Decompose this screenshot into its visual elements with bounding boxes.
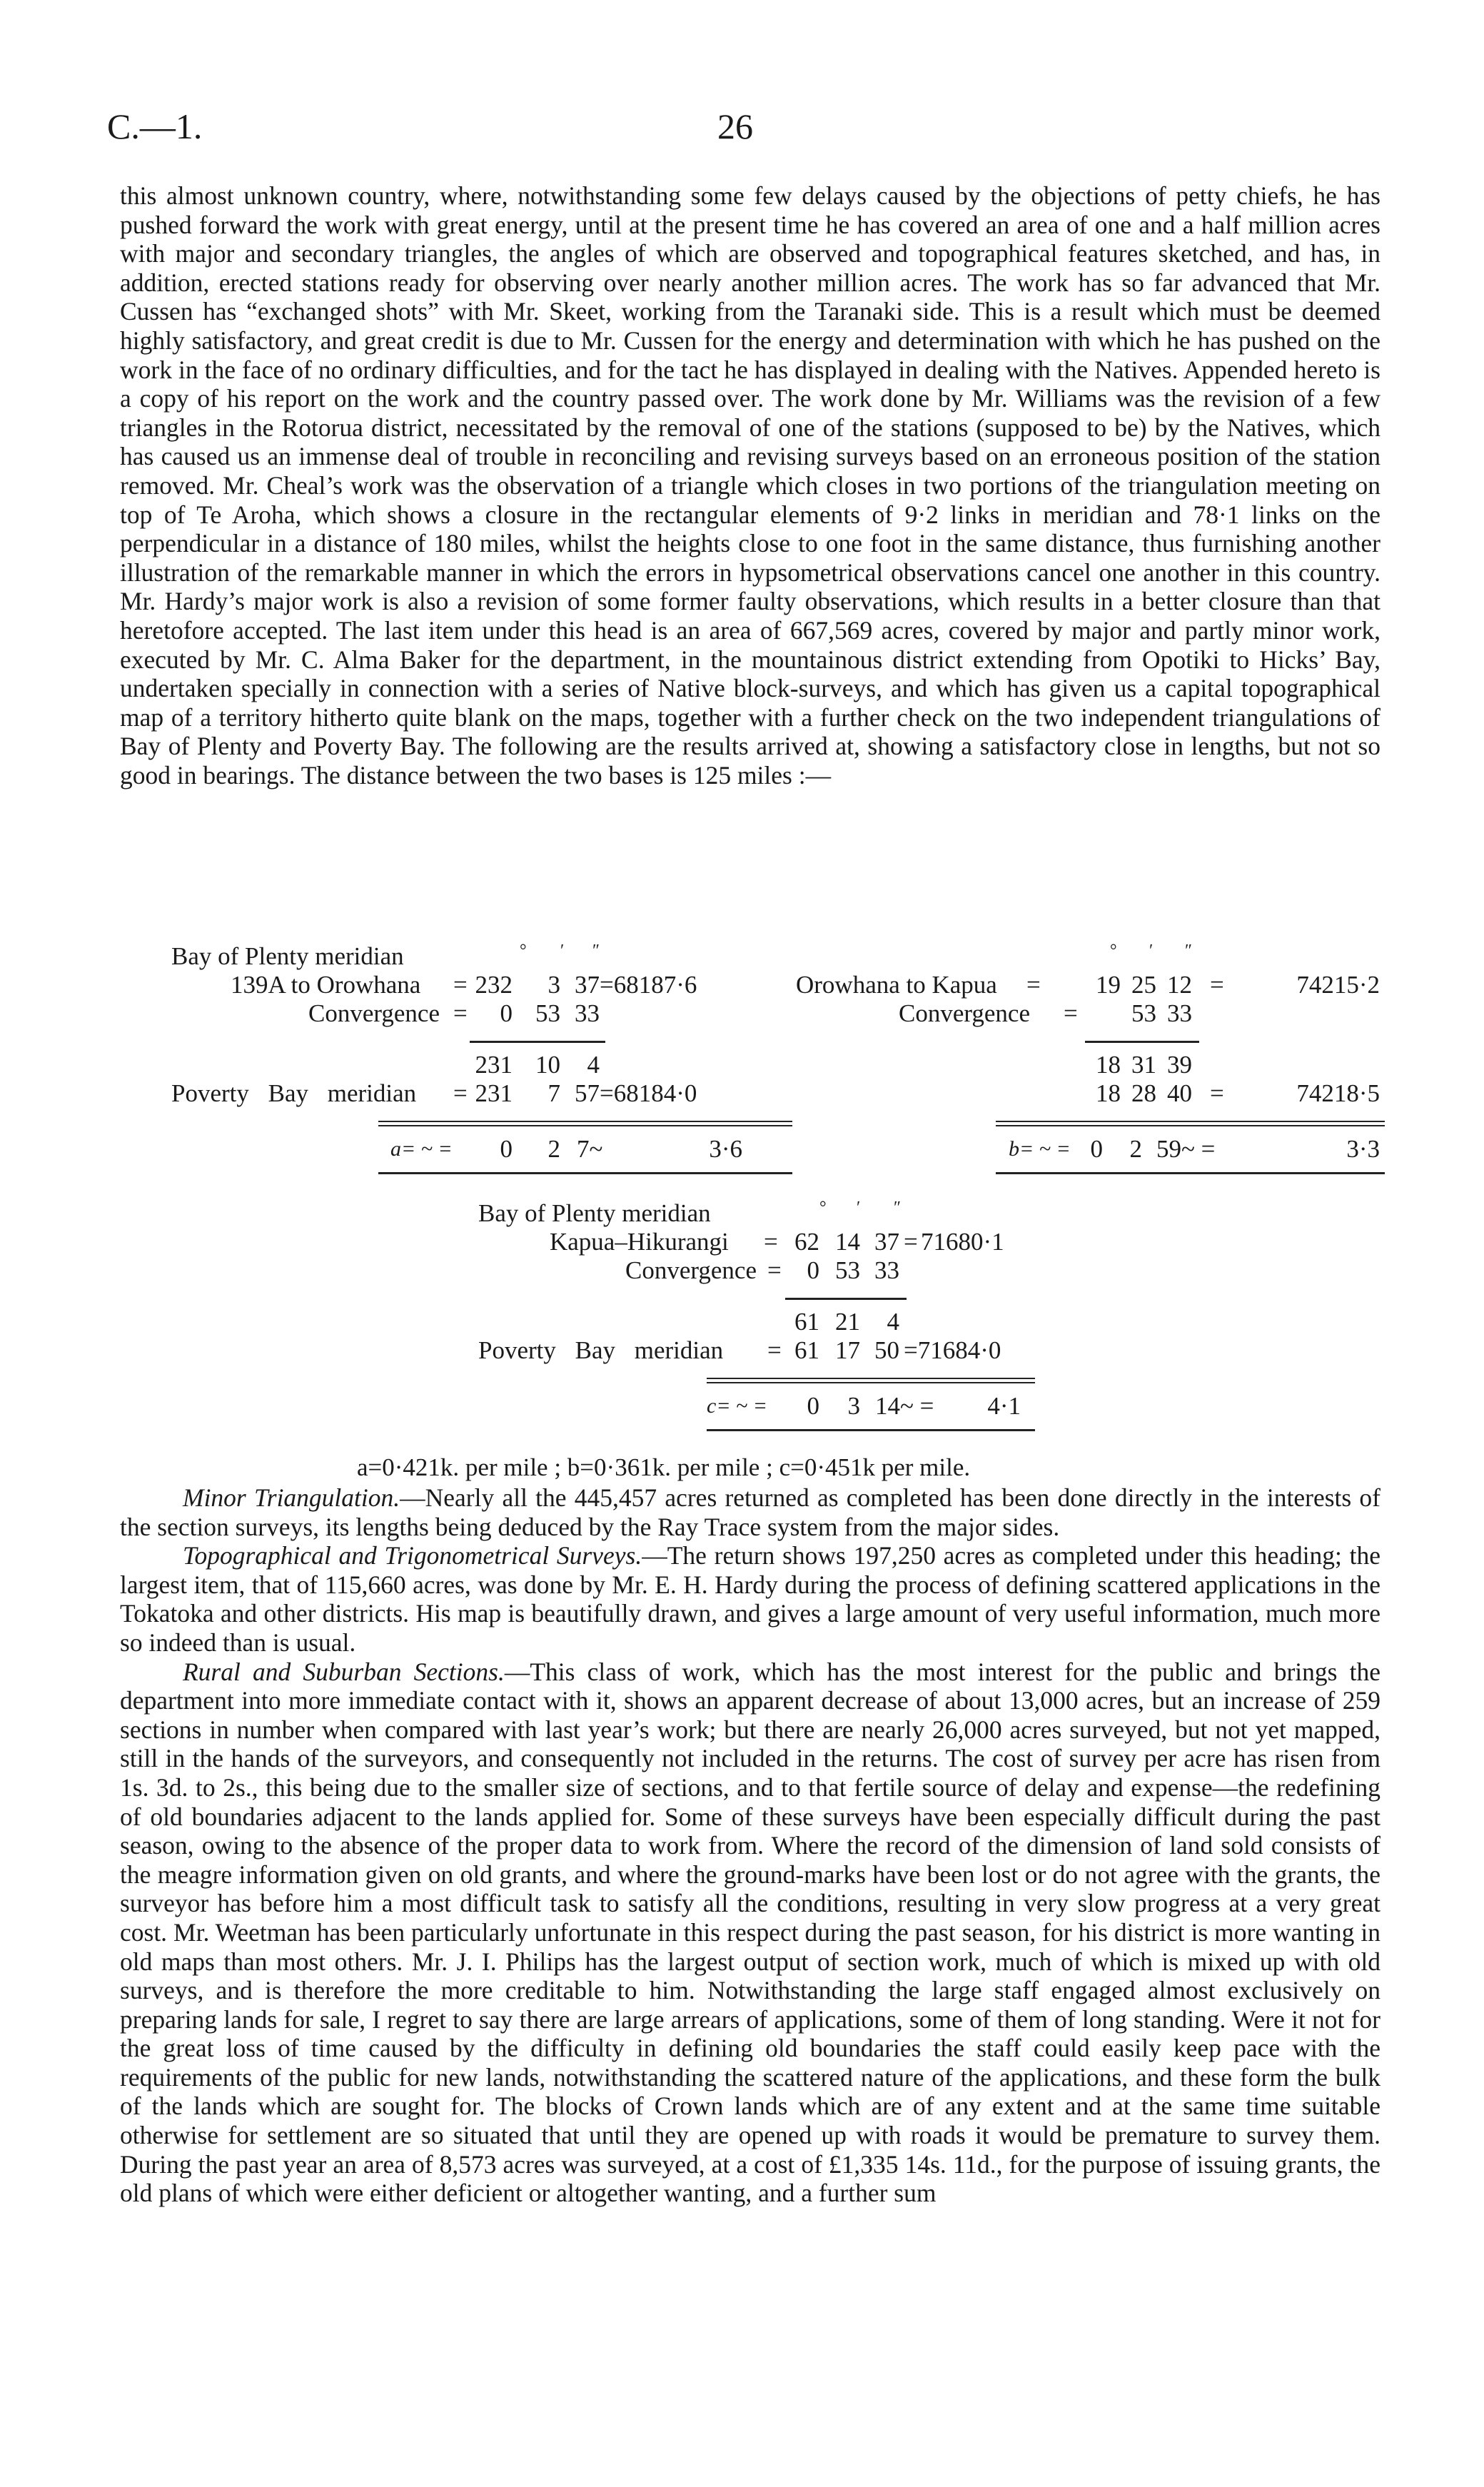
calc-left-sum-min: 10 <box>535 1051 560 1079</box>
calc-block-right <box>796 942 1388 1185</box>
calc-right-conv-min: 53 <box>1131 999 1156 1027</box>
section-title: Topographical and Trigonometrical Surveys. <box>183 1541 642 1570</box>
calc-center-conv-min: 53 <box>835 1256 860 1284</box>
degree-symbol: ° <box>819 1199 827 1217</box>
calc-right-rule-2 <box>996 1121 1385 1126</box>
section-title: Minor Triangulation. <box>183 1483 400 1512</box>
calc-right-line1-label: Orowhana to Kapua <box>796 971 997 999</box>
calc-center-heading: Bay of Plenty meridian <box>478 1199 711 1227</box>
report-code: C.—1. <box>107 106 203 146</box>
calc-left-diff-length: 3·6 <box>709 1135 742 1163</box>
calc-left-rule-3 <box>378 1172 792 1174</box>
topographical-paragraph <box>120 1541 1380 1657</box>
calc-center-sum-sec: 4 <box>887 1308 899 1336</box>
calc-right-line1-min: 25 <box>1131 971 1156 999</box>
calc-center-rule-1 <box>785 1298 907 1300</box>
calc-right-rule-1 <box>1085 1041 1199 1043</box>
equals-sign: = <box>1210 1079 1224 1107</box>
calc-left-pb-sec: 57 <box>575 1079 600 1107</box>
calc-left-conv-min: 53 <box>535 999 560 1027</box>
body-paragraph-1 <box>120 181 1380 790</box>
calc-left-pb-min: 7 <box>547 1079 560 1107</box>
calc-center-rule-3 <box>707 1429 1035 1431</box>
equals-sign: = <box>453 1079 468 1107</box>
calc-right-diff-length: 3·3 <box>1346 1135 1380 1163</box>
calc-center-pb-sec: 50 <box>874 1336 899 1364</box>
second-symbol: ″ <box>592 942 600 960</box>
calc-center-diff-sec: 14~ = <box>875 1392 934 1420</box>
equals-sign: = <box>1064 999 1078 1027</box>
calc-center-line1-deg: 62 <box>794 1228 819 1256</box>
calc-left-line1-label: 139A to Orowhana <box>231 971 421 999</box>
calc-block-left <box>171 942 785 1185</box>
calc-center-pb-label: Poverty Bay meridian <box>478 1336 724 1364</box>
calc-left-rule-1 <box>470 1041 605 1043</box>
equals-sign: = <box>767 1256 782 1284</box>
equals-sign: = <box>1210 971 1224 999</box>
calc-left-conv-label: Convergence <box>308 999 440 1027</box>
equals-sign: = <box>453 971 468 999</box>
calc-left-line1-sec: 37 <box>575 971 600 999</box>
calc-center-pb-min: 17 <box>835 1336 860 1364</box>
calc-center-conv-deg: 0 <box>807 1256 819 1284</box>
calc-block-center <box>478 1199 1092 1442</box>
calc-right-diff-sec: 59~ = <box>1156 1135 1216 1163</box>
calc-right-diff-deg: 0 <box>1090 1135 1103 1163</box>
calc-right-second-deg: 18 <box>1096 1079 1121 1107</box>
calc-right-line1-sec: 12 <box>1167 971 1192 999</box>
page-number: 26 <box>717 106 753 146</box>
rural-sections-paragraph <box>120 1658 1380 2208</box>
calc-left-diff-min: 2 <box>547 1135 560 1163</box>
calc-right-diff-label: b= ~ = <box>1009 1137 1071 1161</box>
section-text: —This class of work, which has the most interest for the public and brings the department into more immediate contact with it, shows an apparent decrease of about 13,000 acres, but an increase of 259 sections in number when compared with last year’s work; but there are nearly 26,000 acres surveyed, but not yet mapped, still in the hands of the surveyors, and consequently not included in the returns. The cost of survey per acre has risen from 1s. 3d. to 2s., this being due to the smaller size of sections, and to that fertile source of delay and expense—the redefining of old boundaries adjacent to the lands applied for. Some of these surveys have been especially difficult during the past season, owing to the absence of the proper data to work from. Where the record of the dimension of land sold consists of the meagre information given on old grants, and where the ground-marks have been lost or do not agree with the grants, the surveyor has before him a most difficult task to satisfy all the conditions, resulting in very slow progress at a very great cost. Mr. Weetman has been particularly unfortunate in this respect during the past season, for his district is more wanting in old maps than most others. Mr. J. I. Philips has the largest output of section work, much of which is mixed up with old surveys, and is therefore the more creditable to him. Notwithstanding the large staff engaged almost exclusively on preparing lands for sale, I regret to say there are large arrears of applications, some of them of long standing. Were it not for the great loss of time caused by the difficulty in defining old boundaries the staff could easily keep pace with the requirements of the public for new lands, notwithstanding the scattered nature of the applications, and these form the bulk of the lands which are sought for. The blocks of Crown lands which are of any extent and at the same time suitable otherwise for settlement are so situated that until they are opened up with roads it would be premature to survey them. During the past year an area of 8,573 acres was surveyed, at a cost of £1,335 14s. 11d., for the purpose of issuing grants, the old plans of which were either deficient or altogether wanting, and a further sum <box>120 1657 1380 2208</box>
calc-center-pb-deg: 61 <box>794 1336 819 1364</box>
calc-left-sum-deg: 231 <box>475 1051 513 1079</box>
second-symbol: ″ <box>894 1199 901 1217</box>
calc-center-diff-length: 4·1 <box>987 1392 1021 1420</box>
calc-left-diff-deg: 0 <box>500 1135 513 1163</box>
equals-sign: = <box>767 1336 782 1364</box>
calc-left-rule-2 <box>378 1121 792 1126</box>
calc-center-conv-label: Convergence <box>625 1256 757 1284</box>
calc-right-line1-deg: 19 <box>1096 971 1121 999</box>
calc-right-conv-sec: 33 <box>1167 999 1192 1027</box>
minute-symbol: ′ <box>857 1199 861 1217</box>
calc-right-conv-label: Convergence <box>899 999 1031 1027</box>
calc-right-second-length: 74218·5 <box>1296 1079 1380 1107</box>
minute-symbol: ′ <box>1149 942 1154 960</box>
calc-right-rule-3 <box>996 1172 1385 1174</box>
second-symbol: ″ <box>1185 942 1192 960</box>
calc-center-line1-sec: 37 <box>874 1228 899 1256</box>
equals-sign: = <box>1026 971 1041 999</box>
calc-right-sum-deg: 18 <box>1096 1051 1121 1079</box>
calc-left-heading: Bay of Plenty meridian <box>171 942 404 970</box>
minor-triangulation-paragraph <box>120 1483 1380 1541</box>
calc-center-sum-min: 21 <box>835 1308 860 1336</box>
calc-center-diff-min: 3 <box>847 1392 860 1420</box>
equals-sign: = <box>453 999 468 1027</box>
calc-left-conv-sec: 33 <box>575 999 600 1027</box>
calc-left-conv-deg: 0 <box>500 999 513 1027</box>
calc-center-line1-label: Kapua–Hikurangi <box>550 1228 729 1256</box>
calc-left-line1-min: 3 <box>547 971 560 999</box>
calc-right-line1-length: 74215·2 <box>1296 971 1380 999</box>
calc-right-sum-sec: 39 <box>1167 1051 1192 1079</box>
section-text: —The return shows 197,250 acres as completed under this heading; the largest item, that of 115,660 acres, was done by Mr. E. H. Hardy during the process of defining scattered applications in the Tokatoka and other districts. His map is beautifully drawn, and gives a large amount of very useful information, much more so indeed than is usual. <box>120 1541 1380 1657</box>
degree-symbol: ° <box>1110 942 1117 960</box>
calc-left-sum-sec: 4 <box>587 1051 600 1079</box>
calc-center-conv-sec: 33 <box>874 1256 899 1284</box>
calc-right-second-min: 28 <box>1131 1079 1156 1107</box>
paragraph-text: this almost unknown country, where, notwithstanding some few delays caused by the objections of petty chiefs, he has pushed forward the work with great energy, until at the present time he has covered an area of one and a half million acres with major and secondary triangles, the angles of which are observed and topographical features sketched, and has, in addition, erected stations ready for observing over nearly another million acres. The work has so far advanced that Mr. Cussen has “exchanged shots” with Mr. Skeet, working from the Taranaki side. This is a result which must be deemed highly satisfactory, and great credit is due to Mr. Cussen for the energy and determination with which he has pushed on the work in the face of no ordinary difficulties, and for the tact he has displayed in dealing with the Natives. Appended hereto is a copy of his report on the work and the country passed over. The work done by Mr. Williams was the revision of a few triangles in the Rotorua district, necessitated by the removal of one of the stations (supposed to be) by the Natives, which has caused us an immense deal of trouble in reconciling and revising surveys based on an erroneous position of the station removed. Mr. Cheal’s work was the observation of a triangle which closes in two portions of the triangulation meeting on top of Te Aroha, which shows a closure in the rectangular elements of 9·2 links in meridian and 78·1 links on the perpendicular in a distance of 180 miles, whilst the heights close to one foot in the same distance, thus furnishing another illustration of the remarkable manner in which the errors in hypsometrical observations cancel one another in this country. Mr. Hardy’s major work is also a revision of some former faulty observations, which results in a better closure than that heretofore accepted. The last item under this head is an area of 667,569 acres, covered by major and partly minor work, executed by Mr. C. Alma Baker for the department, in the mountainous district extending from Opotiki to Hicks’ Bay, undertaken specially in connection with a series of Native block-surveys, and which has given us a capital topographical map of a territory hitherto quite blank on the maps, together with a further check on the two independent triangulations of Bay of Plenty and Poverty Bay. The following are the results arrived at, showing a satisfactory close in lengths, but not so good in bearings. The distance between the two bases is 125 miles :— <box>120 181 1380 790</box>
calc-right-diff-min: 2 <box>1129 1135 1142 1163</box>
ratios-line: a=0·421k. per mile ; b=0·361k. per mile ; c=0·451k per mile. <box>357 1453 971 1481</box>
section-text: —Nearly all the 445,457 acres returned as completed has been done directly in the interests of the section surveys, its lengths being deduced by the Ray Trace system from the major sides. <box>120 1483 1380 1541</box>
calc-left-pb-length: =68184·0 <box>600 1079 697 1107</box>
calc-center-sum-deg: 61 <box>794 1308 819 1336</box>
body-sections <box>120 1483 1380 2208</box>
calc-left-line1-deg: 232 <box>475 971 513 999</box>
calc-center-pb-length: =71684·0 <box>904 1336 1001 1364</box>
calc-center-diff-deg: 0 <box>807 1392 819 1420</box>
calc-left-pb-deg: 231 <box>475 1079 513 1107</box>
calc-center-line1-length: 71680·1 <box>921 1228 1004 1256</box>
calc-center-line1-min: 14 <box>835 1228 860 1256</box>
calc-center-diff-label: c= ~ = <box>707 1394 768 1418</box>
equals-sign: = <box>764 1228 778 1256</box>
calc-left-diff-sec: 7~ <box>577 1135 603 1163</box>
calc-right-second-sec: 40 <box>1167 1079 1192 1107</box>
section-title: Rural and Suburban Sections. <box>183 1657 505 1686</box>
calc-left-line1-length: =68187·6 <box>600 971 697 999</box>
degree-symbol: ° <box>520 942 527 960</box>
calc-center-rule-2 <box>707 1378 1035 1383</box>
calc-right-sum-min: 31 <box>1131 1051 1156 1079</box>
calc-left-pb-label: Poverty Bay meridian <box>171 1079 417 1107</box>
calc-left-diff-label: a= ~ = <box>390 1137 453 1161</box>
equals-sign: = <box>904 1228 918 1256</box>
minute-symbol: ′ <box>560 942 565 960</box>
